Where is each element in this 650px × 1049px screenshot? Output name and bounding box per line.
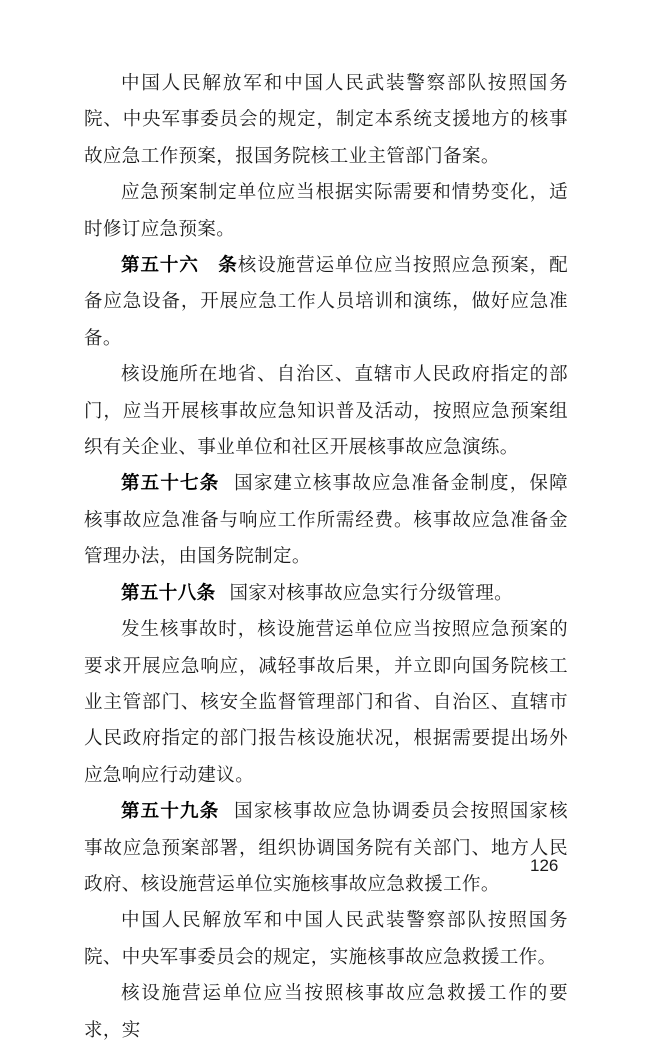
article-59 (84, 794, 568, 903)
article-number: 第五十七条 (121, 473, 220, 495)
paragraph-text: 核设施营运单位应当按照核事故应急救援工作的要求，实 (84, 983, 568, 1041)
article-58 (84, 576, 568, 612)
article-56 (84, 248, 568, 357)
article-number: 第五十六 条 (121, 255, 238, 277)
paragraph-text: 中国人民解放军和中国人民武装警察部队按照国务院、中央军事委员会的规定，制定本系统支援地方的核事故应急工作预案，报国务院核工业主管部门备案。 (84, 73, 568, 167)
paragraph-text: 应急预案制定单位应当根据实际需要和情势变化，适时修订应急预案。 (84, 182, 568, 240)
paragraph (84, 976, 568, 1049)
paragraph-text: 国家建立核事故应急准备金制度，保障核事故应急准备与响应工作所需经费。核事故应急准备金管理办法，由国务院制定。 (84, 473, 568, 568)
paragraph-text: 国家对核事故应急实行分级管理。 (229, 582, 514, 604)
paragraph-text: 核设施所在地省、自治区、直辖市人民政府指定的部门，应当开展核事故应急知识普及活动，按照应急预案组织有关企业、事业单位和社区开展核事故应急演练。 (84, 364, 568, 459)
paragraph (84, 66, 568, 175)
document-body (84, 66, 568, 1049)
paragraph (84, 357, 568, 466)
page-number: 126 (530, 856, 559, 875)
paragraph (84, 612, 568, 794)
article-57 (84, 466, 568, 575)
paragraph-text: 核设施营运单位应当按照应急预案，配备应急设备，开展应急工作人员培训和演练，做好应急准备。 (84, 255, 568, 349)
paragraph-text: 发生核事故时，核设施营运单位应当按照应急预案的要求开展应急响应，减轻事故后果，并立即向国务院核工业主管部门、核安全监督管理部门和省、自治区、直辖市人民政府指定的部门报告核设施状况，根据需要提出场外应急响应行动建议。 (84, 619, 568, 786)
article-number: 第五十九条 (121, 801, 220, 823)
paragraph-text: 国家核事故应急协调委员会按照国家核事故应急预案部署，组织协调国务院有关部门、地方人民政府、核设施营运单位实施核事故应急救援工作。 (84, 801, 568, 895)
paragraph (84, 175, 568, 248)
paragraph (84, 903, 568, 976)
article-number: 第五十八条 (121, 582, 216, 604)
paragraph-text: 中国人民解放军和中国人民武装警察部队按照国务院、中央军事委员会的规定，实施核事故应急救援工作。 (84, 910, 568, 968)
